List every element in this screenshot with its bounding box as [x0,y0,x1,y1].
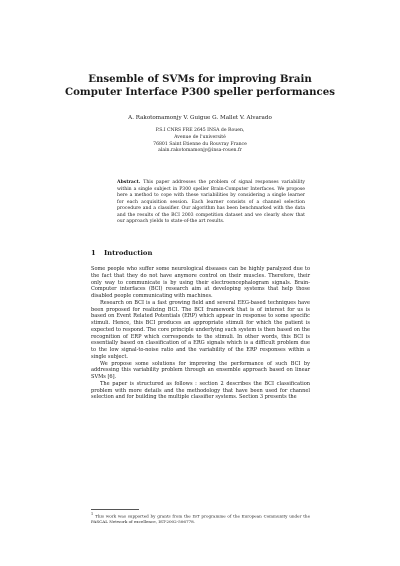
affiliation-line: 76801 Saint Etienne du Rouvray France [153,141,247,147]
author-list [40,115,360,122]
section-title: Introduction [104,249,153,257]
abstract-label: Abstract. [117,180,141,185]
affiliation-line: P.S.I CNRS FRE 2645 INSA de Rouen, [155,128,245,133]
title-line-1: Ensemble of SVMs for improving Brain [88,73,312,85]
body-text [91,266,310,401]
affiliation-line: Avenue de l'université [174,134,226,140]
footnote-marker: 1 [91,512,94,516]
title-line-2: Computer Interface P300 speller performances [65,86,335,98]
affiliation-block [90,128,310,155]
section-number: 1 [91,249,96,257]
abstract [117,180,305,226]
paragraph: Some people who suffer some neurological diseases can be highly paralyzed due to the fact that they do not have anymore control on their muscles. Therefore, their only way to communicate is by using their electroencephalogram signals. Brain-Computer interfaces (BCI) research aim at developing systems that help those disabled people communicating with machines. [91,266,310,299]
footnote [91,512,310,525]
section-heading [91,249,152,258]
footnote-text: This work was supported by grants from the IST programme of the European Community under the PASCAL Network of excellence, IST-2002-506778. [91,513,310,524]
abstract-text: This paper addresses the problem of signal responses variability within a single subject in P300 speller Brain-Computer Interfaces. We propose here a method to cope with these variabilities by considering a single learner for each acquisition session. Each learner consists of a channel selection procedure and a classifier. Our algorithm has been benchmarked with the data and the results of the BCI 2003 competition dataset and we clearly show that our approach yields to state-of-the art results. [117,180,305,225]
footnote-divider [91,509,139,510]
paragraph: Research on BCI is a fast growing field and several EEG-based techniques have been proposed for realizing BCI. The BCI framework that is of interest for us is based on Event Related Potentials (ERP) which appear in response to some specific stimuli. Hence, this BCI produces an appropriate stimuli for which the patient is expected to respond. The core principle underlying such system is then based on the recognition of ERP which corresponds to the stimuli. In other words, this BCI is essentially based on classification of a ERG signals which is a difficult problem due to the low signal-to-noise ratio and the variability of the ERP responses within a single subject. [91,299,310,360]
paragraph: We propose some solutions for improving the performance of such BCI by addressing this variability problem through an ensemble approach based on linear SVMs [6]. [91,360,310,380]
paper-title [40,73,360,99]
authors-text: A. Rakotomamonjy V. Guigue G. Mallet V. Alvarado [128,115,272,121]
paragraph: The paper is structured as follows : section 2 describes the BCI classification problem with more details and the methodology that have been used for channel selection and for building the multiple classifier systems. Section 3 presents the [91,380,310,401]
affiliation-email: alain.rakotomamonjy@insa-rouen.fr [158,148,242,154]
